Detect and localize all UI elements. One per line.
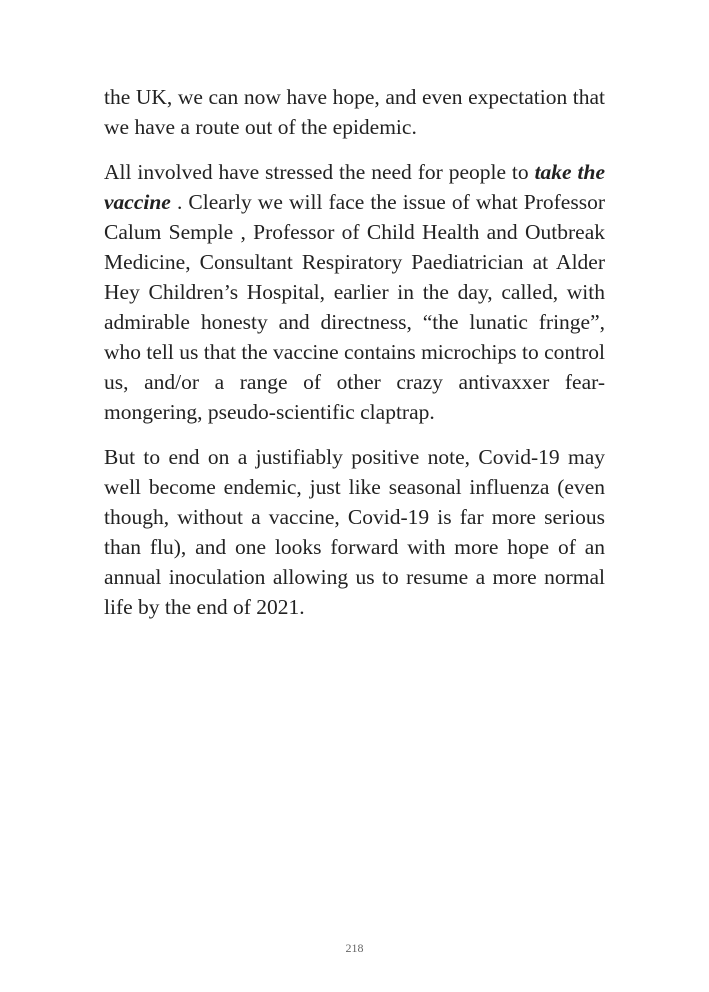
page-number: 218 xyxy=(345,941,364,955)
emphasis-take-the-vaccine: take the vaccine xyxy=(104,160,605,214)
paragraph-2-intro: All involved have stressed the need for people to xyxy=(104,160,535,184)
paragraph-1: the UK, we can now have hope, and even expectation that we have a route out of the epidemic. xyxy=(104,85,605,139)
body-text xyxy=(104,82,605,637)
paragraph-2-body: . Clearly we will face the issue of what Professor Calum Semple , Professor of Child Health and Outbreak Medicine, Consultant Respiratory Paediatrician at Alder Hey Children’s Hospital, earlier in the day, called, with admirable honesty and directness, “the lunatic fringe”, who tell us that the vaccine contains microchips to control us, and/or a range of other crazy antivaxxer fear-mongering, pseudo-scientific claptrap. xyxy=(104,190,605,424)
paragraph-3: But to end on a justifiably positive note, Covid-19 may well become endemic, just like seasonal influenza (even though, without a vaccine, Covid-19 is far more serious than flu), and one looks forward with more hope of an annual inoculation allowing us to resume a more normal life by the end of 2021. xyxy=(104,445,605,619)
paragraph-2 xyxy=(104,157,605,427)
